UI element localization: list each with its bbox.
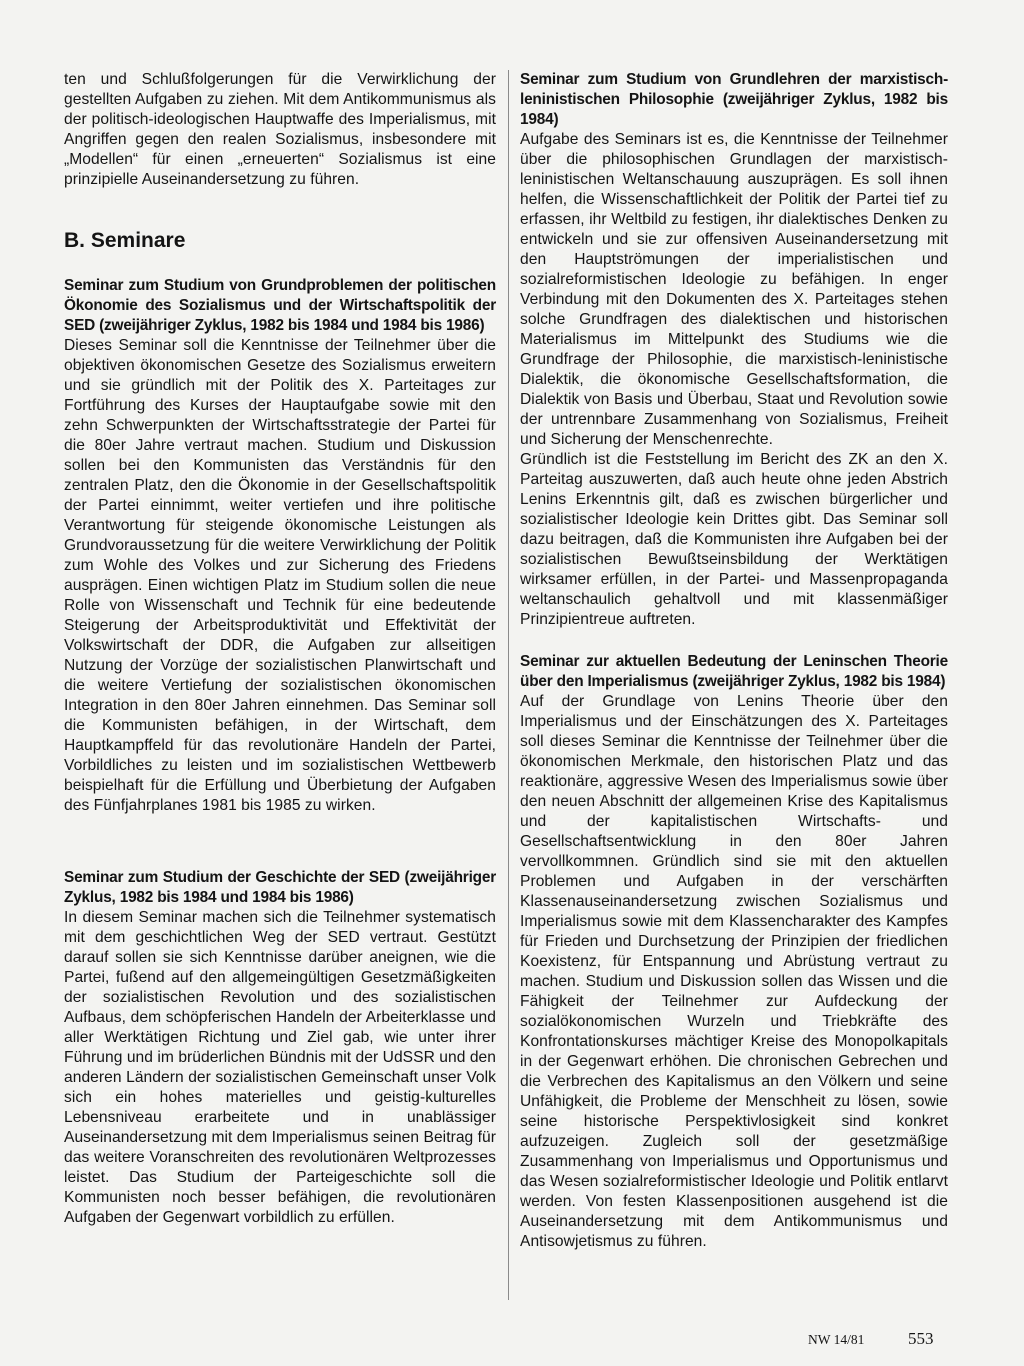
seminar-heading: Seminar zur aktuellen Bedeutung der Leninschen Theorie über den Imperialismus (zweijähriger Zyklus, 1982 bis 1984): [520, 653, 948, 690]
seminar-heading: Seminar zum Studium von Grundproblemen der politischen Ökonomie des Sozialismus und der Wirtschaftspolitik der SED (zweijähriger Zyklus, 1982 bis 1984 und 1984 bis 1986): [64, 277, 496, 334]
left-column: [64, 70, 496, 1228]
seminar-body: Auf der Grundlage von Lenins Theorie über den Imperialismus und der Einschätzungen des X. Parteitages soll dieses Seminar die Kenntnisse der Teilnehmer über die ökonomischen Merkmale, den historischen Platz und das reaktionäre, aggressive Wesen des Imperialismus sowie über den neuen Abschnitt der allgemeinen Krise des Kapitalismus und der kapitalistischen Wirtschafts- und Gesellschaftsentwicklung in den 80er Jahren vervollkommnen. Gründlich sind sie mit den aktuellen Problemen und Aufgaben in der verschärften Klassenauseinandersetzung zwischen Sozialismus und Imperialismus sowie mit dem Klassencharakter des Kampfes für Frieden und Durchsetzung der Prinzipien der friedlichen Koexistenz, für Entspannung und Abrüstung vertraut zu machen. Studium und Diskussion sollen das Wissen und die Fähigkeit der Teilnehmer zur Aufdeckung der sozialökonomischen Wurzeln und Triebkräfte des Konfrontationskurses mächtiger Kreise des Monopolkapitals in der Gegenwart erhöhen. Die chronischen Gebrechen und die Verbrechen des Kapitalismus an den Völkern und seine Unfähigkeit, die Probleme der Menschheit zu lösen, sowie seine historische Perspektivlosigkeit sind konkret aufzuzeigen. Zugleich soll der gesetzmäßige Zusammenhang von Imperialismus und Opportunismus und das Wesen sozialreformistischer Ideologie und Politik entlarvt werden. Von festen Klassenpositionen ausgehend ist die Auseinandersetzung mit dem Antikommunismus und Antisowjetismus zu führen.: [520, 693, 948, 1250]
issue-reference: NW 14/81: [808, 1332, 865, 1347]
column-divider: [508, 70, 509, 1300]
seminar-body-continued: Gründlich ist die Feststellung im Bericht des ZK an den X. Parteitag auszuwerten, daß auch heute ohne jeden Abstrich Lenins Erkenntnis gilt, daß es zwischen bürgerlicher und sozialistischer Ideologie kein Drittes gibt. Das Seminar soll dazu beitragen, daß die Kommunisten ihre Aufgaben bei der sozialistischen Bewußtseinsbildung der Werktätigen wirksamer erfüllen, in der Partei- und Massenpropaganda weltanschaulich gehaltvoll und mit klassenmäßiger Prinzipientreue auftreten.: [520, 451, 948, 628]
page-number: 553: [908, 1329, 934, 1348]
right-column: [520, 70, 948, 1252]
section-title: B. Seminare: [64, 229, 186, 252]
seminar-imperialism-theory: [520, 652, 948, 1252]
intro-paragraph: ten und Schlußfolgerungen für die Verwirklichung der gestellten Aufgaben zu ziehen. Mit dem Antikommunismus als der politisch-ideologischen Hauptwaffe des Imperialismus, mit Angriffen gegen den realen Sozialismus, insbesondere mit „Modellen“ für einen „erneuerten“ Sozialismus ist eine prinzipielle Auseinandersetzung zu führen.: [64, 71, 496, 188]
seminar-sed-history: [64, 868, 496, 1228]
seminar-heading: Seminar zum Studium von Grundlehren der marxistisch-leninistischen Philosophie (zweijähriger Zyklus, 1982 bis 1984): [520, 71, 948, 128]
seminar-political-economy: [64, 276, 496, 816]
seminar-body: In diesem Seminar machen sich die Teilnehmer systematisch mit dem geschichtlichen Weg der SED vertraut. Gestützt darauf sollen sie sich Kenntnisse darüber aneignen, wie die Partei, fußend auf den allgemeingültigen Gesetzmäßigkeiten der sozialistischen Revolution und des sozialistischen Aufbaus, dem schöpferischen Handeln der Arbeiterklasse und aller Werktätigen Richtung und Ziel gab, wie unter ihrer Führung und im brüderlichen Bündnis mit der UdSSR und den anderen Ländern der sozialistischen Gemeinschaft unser Volk sich ein hohes materielles und geistig-kulturelles Lebensniveau erarbeitete und in unablässiger Auseinandersetzung mit dem Imperialismus seinen Beitrag für das weitere Voranschreiten des revolutionären Weltprozesses leistet. Das Studium der Parteigeschichte soll die Kommunisten noch besser befähigen, die revolutionären Aufgaben der Gegenwart vorbildlich zu erfüllen.: [64, 909, 496, 1226]
seminar-body: Dieses Seminar soll die Kenntnisse der Teilnehmer über die objektiven ökonomischen Gesetze des Sozialismus erweitern und sie gründlich mit der Politik des X. Parteitages zur Fortführung des Kurses der Hauptaufgabe sowie mit den zehn Schwerpunkten der Wirtschaftsstrategie der Partei für die 80er Jahre vertraut machen. Studium und Diskussion sollen bei den Kommunisten das Verständnis für den zentralen Platz, den die Ökonomie in der Gesellschaftspolitik der Partei einnimmt, weiter vertiefen und ihre politische Verantwortung für steigende ökonomische Leistungen als Grundvoraussetzung für die weitere Verwirklichung der Politik zum Wohle des Volkes und zur Sicherung des Friedens ausprägen. Einen wichtigen Platz im Studium sollen die neue Rolle von Wissenschaft und Technik für eine bedeutende Steigerung der Arbeitsproduktivität und Effektivität der Volkswirtschaft der DDR, die Aufgaben zur allseitigen Nutzung der Vorzüge der sozialistischen Planwirtschaft und die weitere Vertiefung der sozialistischen ökonomischen Integration in den 80er Jahren einnehmen. Das Seminar soll die Kommunisten befähigen, in der Wirtschaft, dem Hauptkampffeld für das revolutionäre Handeln der Partei, Vorbildliches zu leisten und im sozialistischen Wettbewerb beispielhaft für die Erfüllung und Überbietung der Aufgaben des Fünfjahrplanes 1981 bis 1985 zu wirken.: [64, 337, 496, 814]
seminar-body: Aufgabe des Seminars ist es, die Kenntnisse der Teilnehmer über die philosophischen Grundlagen der marxistisch-leninistischen Weltanschauung auszuprägen. Es soll ihnen helfen, die Wissenschaftlichkeit der Politik der Partei tief zu erfassen, ihr Weltbild zu festigen, ihr dialektisches Denken zu entwickeln und sie zur offensiven Auseinandersetzung mit den Hauptströmungen der imperialistischen und sozialreformistischen Ideologie zu befähigen. In enger Verbindung mit den Dokumenten des X. Parteitages stehen solche Grundfragen des dialektischen und historischen Materialismus im Mittelpunkt des Studiums wie die Grundfrage der Philosophie, die marxistisch-leninistische Dialektik, die ökonomische Gesellschaftsformation, die Dialektik von Basis und Überbau, Staat und Revolution sowie der untrennbare Zusammenhang von Sozialismus, Freiheit und Sicherung der Menschenrechte.: [520, 131, 948, 448]
seminar-philosophy: [520, 70, 948, 630]
seminar-heading: Seminar zum Studium der Geschichte der SED (zweijähriger Zyklus, 1982 bis 1984 und 1984 bis 1986): [64, 869, 496, 906]
